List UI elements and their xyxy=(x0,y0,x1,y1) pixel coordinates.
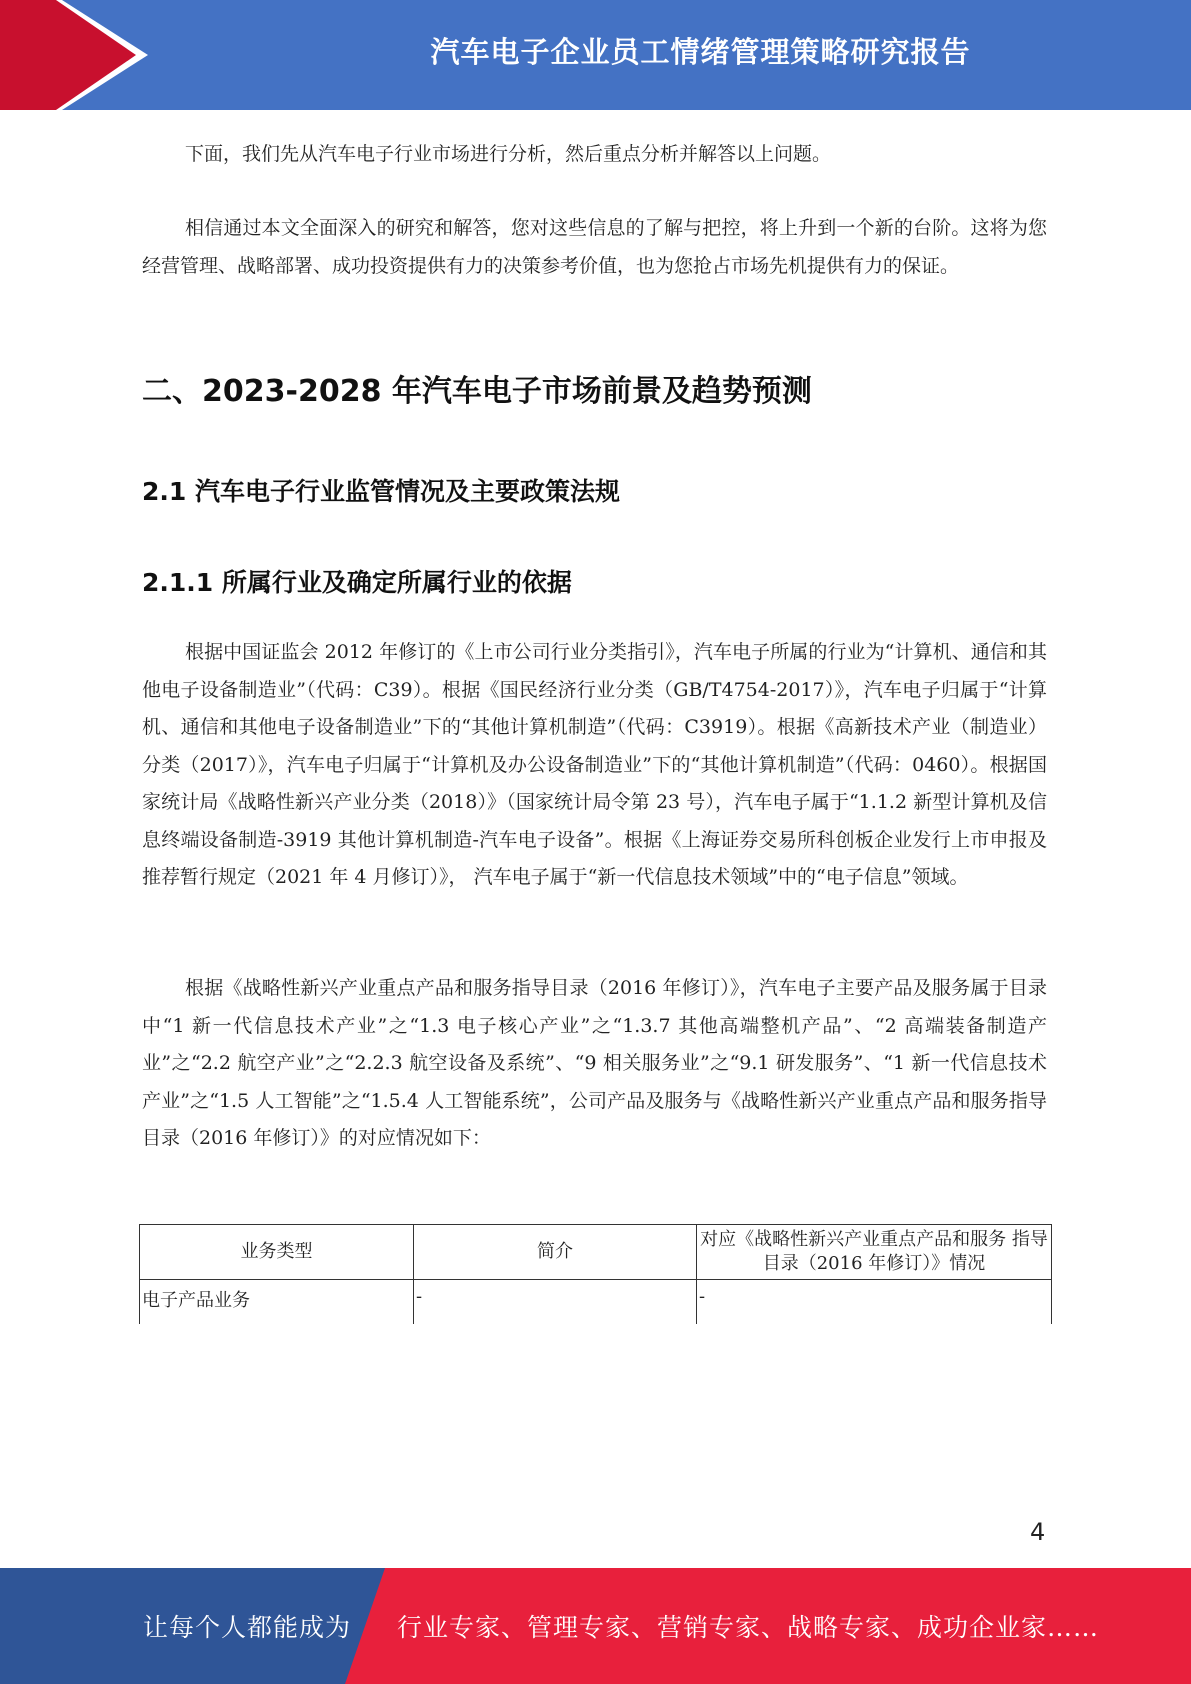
table-header-cell: 简介 xyxy=(414,1225,697,1280)
table-header-row xyxy=(140,1225,1052,1280)
report-title: 汽车电子企业员工情绪管理策略研究报告 xyxy=(430,34,971,69)
table-cell: - xyxy=(697,1280,1052,1325)
intro-paragraph: 下面，我们先从汽车电子行业市场进行分析，然后重点分析并解答以上问题。 xyxy=(185,143,832,165)
body-paragraph: 根据《战略性新兴产业重点产品和服务指导目录（2016 年修订）》，汽车电子主要产品及服务属于目录中“1 新一代信息技术产业”之“1.3 电子核心产业”之“1.3.7 其他高端整机产品”、“2 高端装备制造产业”之“2.2 航空产业”之“2.2.3 航空设备及系统”、“9 相关服务业”之“9.1 研发服务”、“1 新一代信息技术产业”之“1.5 人工智能”之“1.5.4 人工智能系统”，公司产品及服务与《战略性新兴产业重点产品和服务指导目录（2016 年修订）》的对应情况如下： xyxy=(142,977,1047,1149)
table-row xyxy=(140,1280,1052,1325)
section-heading: 二、2023-2028 年汽车电子市场前景及趋势预测 xyxy=(142,374,812,409)
table-cell: 电子产品业务 xyxy=(140,1280,414,1325)
header-banner xyxy=(0,0,1191,110)
subsubsection-heading: 2.1.1 所属行业及确定所属行业的依据 xyxy=(142,568,572,597)
subsection-heading: 2.1 汽车电子行业监管情况及主要政策法规 xyxy=(142,477,620,506)
footer-slogan-right: 行业专家、管理专家、营销专家、战略专家、成功企业家…… xyxy=(397,1613,1100,1642)
body-paragraph: 根据中国证监会 2012 年修订的《上市公司行业分类指引》，汽车电子所属的行业为“计算机、通信和其他电子设备制造业”（代码：C39）。根据《国民经济行业分类（GB/T4754-2017）》，汽车电子归属于“计算机、通信和其他电子设备制造业”下的“其他计算机制造”（代码：C3919）。根据《高新技术产业（制造业）分类（2017）》，汽车电子归属于“计算机及办公设备制造业”下的“其他计算机制造”（代码：0460）。根据国家统计局《战略性新兴产业分类（2018）》（国家统计局令第 23 号），汽车电子属于“1.1.2 新型计算机及信息终端设备制造-3919 其他计算机制造-汽车电子设备”。根据《上海证券交易所科创板企业发行上市申报及推荐暂行规定（2021 年 4 月修订）》， 汽车电子属于“新一代信息技术领域”中的“电子信息”领域。 xyxy=(142,641,1047,888)
chevron-icon xyxy=(0,0,160,110)
industry-mapping-table xyxy=(139,1224,1052,1324)
intro-paragraph: 相信通过本文全面深入的研究和解答，您对这些信息的了解与把控，将上升到一个新的台阶。这将为您经营管理、战略部署、成功投资提供有力的决策参考价值，也为您抢占市场先机提供有力的保证。 xyxy=(142,217,1047,277)
table-header-cell: 对应《战略性新兴产业重点产品和服务 指导目录（2016 年修订）》情况 xyxy=(697,1225,1052,1280)
footer-slogan-left: 让每个人都能成为 xyxy=(143,1613,352,1642)
table-header-cell: 业务类型 xyxy=(140,1225,414,1280)
page-number: 4 xyxy=(1030,1518,1046,1546)
table-cell: - xyxy=(414,1280,697,1325)
footer-banner xyxy=(0,1568,1191,1684)
